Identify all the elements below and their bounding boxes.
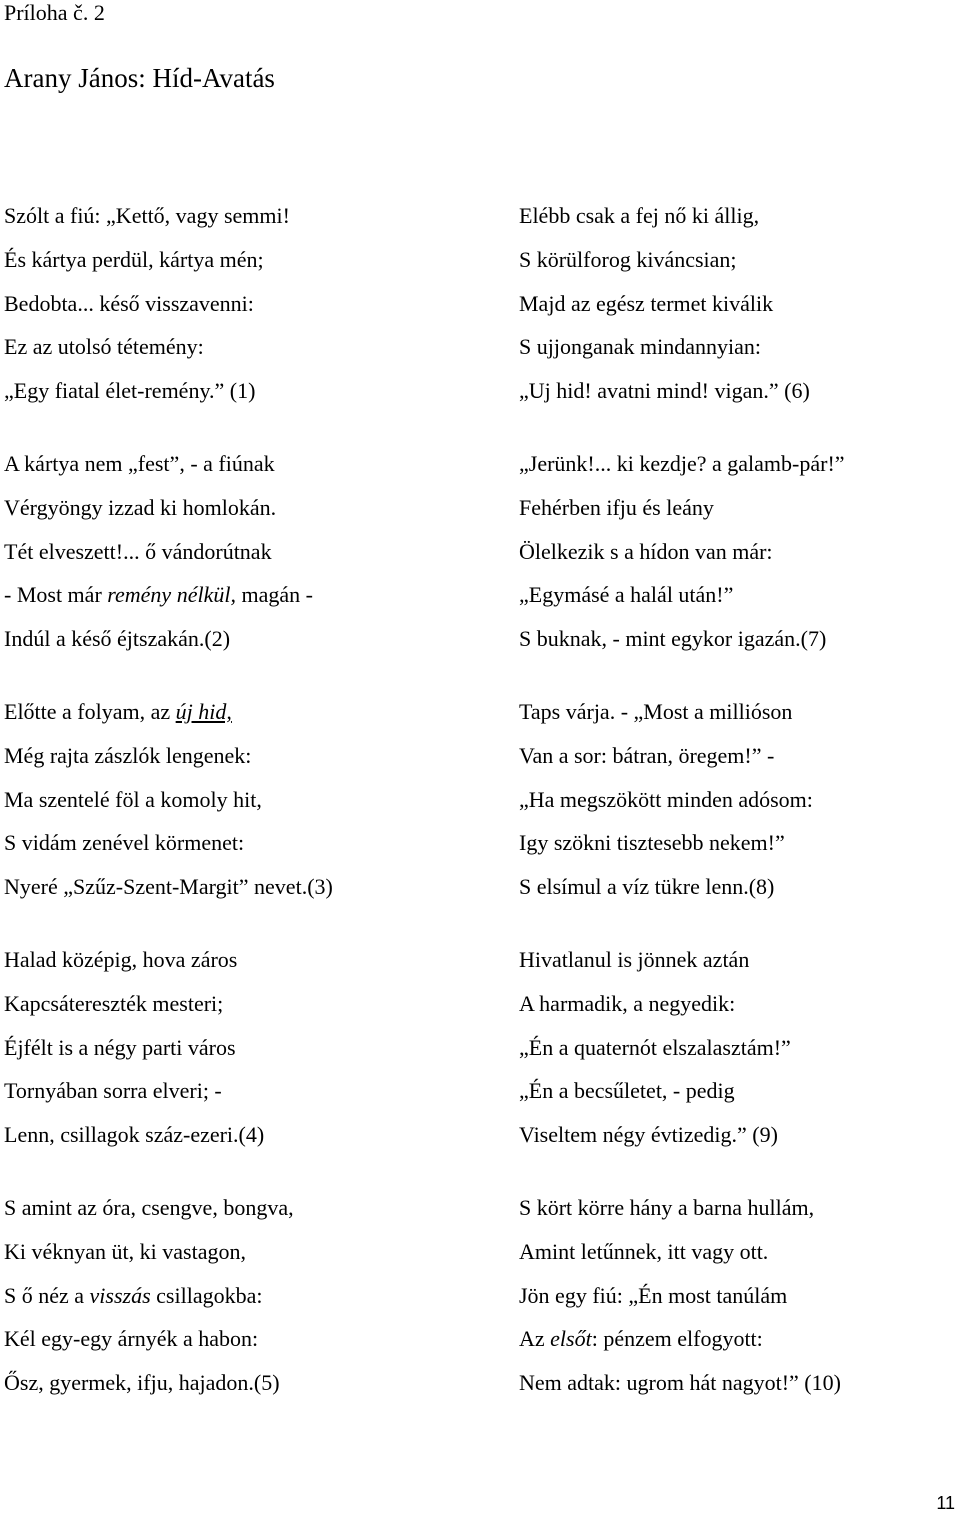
line-text: S ő néz a bbox=[4, 1282, 90, 1308]
poem-line: „Uj hid! avatni mind! vigan.” (6) bbox=[519, 378, 810, 404]
poem-line: „Jerünk!... ki kezdje? a galamb-pár!” bbox=[519, 451, 845, 476]
poem-line: S elsímul a víz tükre lenn.(8) bbox=[519, 874, 775, 900]
line-text: csillagokba: bbox=[150, 1282, 263, 1308]
poem-line: A harmadik, a negyedik: bbox=[519, 990, 736, 1016]
stanza bbox=[519, 938, 960, 1186]
poem-line: Igy szökni tisztesebb nekem!” bbox=[519, 830, 785, 856]
poem-line: „Ha megszökött minden adósom: bbox=[519, 786, 813, 812]
poem-title: Arany János: Híd-Avatás bbox=[4, 63, 275, 93]
poem-line: Halad középig, hova záros bbox=[4, 947, 238, 972]
poem-line: Viseltem négy évtizedig.” (9) bbox=[519, 1122, 778, 1148]
poem-line: Bedobta... késő visszavenni: bbox=[4, 290, 254, 316]
poem-line: „Én a quaternót elszalasztám!” bbox=[519, 1034, 791, 1060]
page-number: 11 bbox=[936, 1493, 955, 1513]
line-text: : pénzem elfogyott: bbox=[591, 1326, 763, 1352]
poem-line: Nyeré „Szűz-Szent-Margit” nevet.(3) bbox=[4, 874, 333, 900]
stanza bbox=[4, 1186, 464, 1434]
poem-line: Ölelkezik s a hídon van már: bbox=[519, 538, 773, 564]
poem-line: Majd az egész termet kiválik bbox=[519, 290, 774, 316]
poem-line: Tét elveszett!... ő vándorútnak bbox=[4, 538, 272, 564]
emphasized-text: új hid, bbox=[175, 699, 232, 724]
poem-line: S vidám zenével körmenet: bbox=[4, 830, 245, 856]
stanza bbox=[4, 938, 464, 1186]
poem-line: Szólt a fiú: „Kettő, vagy semmi! bbox=[4, 203, 290, 228]
poem-line: „Egymásé a halál után!” bbox=[519, 582, 734, 608]
emphasized-text: remény nélkül, bbox=[107, 582, 236, 608]
poem-line: Tornyában sorra elveri; - bbox=[4, 1078, 222, 1104]
poem-line: Ma szentelé föl a komoly hit, bbox=[4, 786, 262, 812]
line-text: Az bbox=[519, 1326, 551, 1352]
poem-line: Ősz, gyermek, ifju, hajadon.(5) bbox=[4, 1370, 280, 1396]
line-text: magán - bbox=[235, 582, 313, 608]
poem-line: Indúl a késő éjtszakán.(2) bbox=[4, 626, 231, 652]
line-text: Előtte a folyam, az bbox=[4, 699, 176, 724]
poem-line: A kártya nem „fest”, - a fiúnak bbox=[4, 451, 275, 476]
poem-line bbox=[4, 1274, 464, 1318]
poem-line: Taps várja. - „Most a millióson bbox=[519, 699, 793, 724]
emphasized-text: elsőt bbox=[550, 1326, 592, 1352]
poem-line: Fehérben ifju és leány bbox=[519, 494, 714, 520]
poem-line: Amint letűnnek, itt vagy ott. bbox=[519, 1238, 769, 1264]
poem-line: S buknak, - mint egykor igazán.(7) bbox=[519, 626, 827, 652]
poem-line bbox=[519, 1317, 960, 1361]
poem-line bbox=[4, 573, 464, 617]
poem-line: S körülforog kiváncsian; bbox=[519, 246, 737, 272]
emphasized-text: visszás bbox=[89, 1282, 151, 1308]
stanza bbox=[519, 194, 960, 442]
poem-line: És kártya perdül, kártya mén; bbox=[4, 246, 264, 272]
poem-line: Nem adtak: ugrom hát nagyot!” (10) bbox=[519, 1370, 841, 1396]
poem-line: Még rajta zászlók lengenek: bbox=[4, 742, 252, 768]
poem-line: Lenn, csillagok száz-ezeri.(4) bbox=[4, 1122, 265, 1148]
poem-line: Kél egy-egy árnyék a habon: bbox=[4, 1326, 259, 1352]
poem-line: Elébb csak a fej nő ki állig, bbox=[519, 203, 760, 228]
stanza bbox=[4, 442, 464, 690]
poem-line: Hivatlanul is jönnek aztán bbox=[519, 947, 750, 972]
stanza bbox=[519, 442, 960, 690]
poem-column-right bbox=[519, 194, 960, 1434]
stanza bbox=[4, 690, 464, 938]
poem-line: „Egy fiatal élet-remény.” (1) bbox=[4, 378, 256, 404]
poem-line bbox=[4, 690, 464, 734]
stanza bbox=[4, 194, 464, 442]
poem-line: Van a sor: bátran, öregem!” - bbox=[519, 742, 775, 768]
poem-line: Ki véknyan üt, ki vastagon, bbox=[4, 1238, 246, 1264]
stanza bbox=[519, 690, 960, 938]
poem-line: Éjfélt is a négy parti város bbox=[4, 1034, 236, 1060]
poem-line: Jön egy fiú: „Én most tanúlám bbox=[519, 1282, 788, 1308]
appendix-label: Príloha č. 2 bbox=[4, 0, 105, 25]
poem-line: Kapcsátereszték mesteri; bbox=[4, 990, 224, 1016]
poem-line: S amint az óra, csengve, bongva, bbox=[4, 1195, 294, 1220]
line-text: - Most már bbox=[4, 582, 108, 608]
poem-line: S kört körre hány a barna hullám, bbox=[519, 1195, 815, 1220]
poem-column-left bbox=[4, 194, 464, 1434]
poem-line: S ujjonganak mindannyian: bbox=[519, 334, 761, 360]
poem-line: „Én a becsűletet, - pedig bbox=[519, 1078, 735, 1104]
poem-line: Ez az utolsó tétemény: bbox=[4, 334, 204, 360]
poem-line: Vérgyöngy izzad ki homlokán. bbox=[4, 494, 277, 520]
stanza bbox=[519, 1186, 960, 1434]
